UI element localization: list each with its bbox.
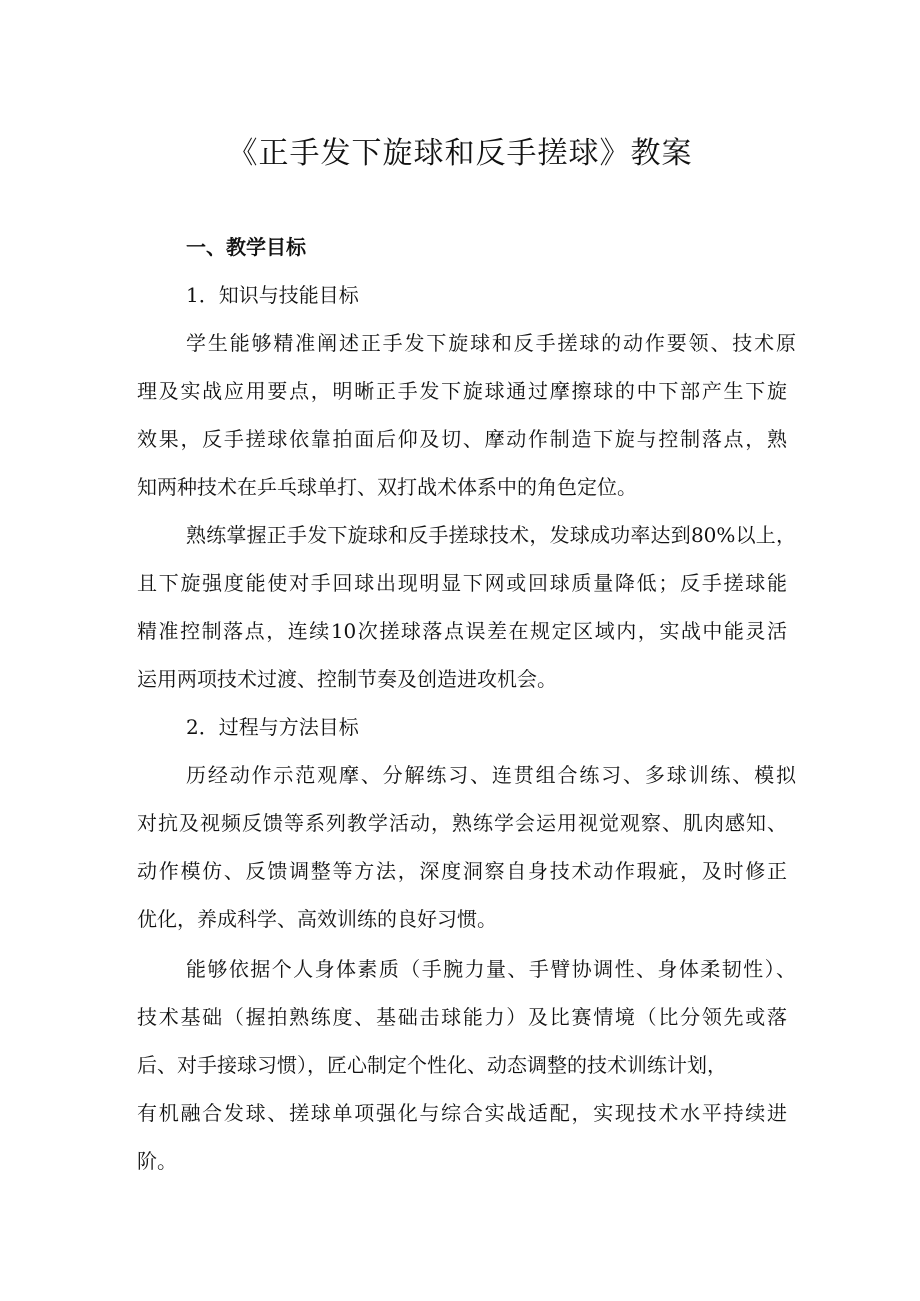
paragraph-4-line-5: 阶。	[137, 1149, 177, 1173]
paragraph-1-line-3: 效果，反手搓球依靠拍面后仰及切、摩动作制造下旋与控制落点，熟	[137, 427, 787, 451]
paragraph-3-line-3: 动作模仿、反馈调整等方法，深度洞察自身技术动作瑕疵，及时修正	[137, 859, 787, 883]
section-heading: 一、教学目标	[186, 235, 306, 259]
subsection-heading-1: 1．知识与技能目标	[186, 283, 359, 307]
paragraph-4-line-4: 有机融合发球、搓球单项强化与综合实战适配，实现技术水平持续进	[137, 1101, 787, 1125]
paragraph-4-line-3: 后、对手接球习惯），匠心制定个性化、动态调整的技术训练计划，	[137, 1053, 727, 1077]
paragraph-3-line-2: 对抗及视频反馈等系列教学活动，熟练学会运用视觉观察、肌肉感知、	[137, 811, 787, 835]
paragraph-2-line-4: 运用两项技术过渡、控制节奏及创造进攻机会。	[137, 667, 557, 691]
paragraph-3-line-1: 历经动作示范观摩、分解练习、连贯组合练习、多球训练、模拟	[186, 763, 796, 787]
paragraph-4-line-2: 技术基础（握拍熟练度、基础击球能力）及比赛情境（比分领先或落	[137, 1005, 787, 1029]
paragraph-2-line-2: 且下旋强度能使对手回球出现明显下网或回球质量降低；反手搓球能	[137, 571, 787, 595]
paragraph-1-line-4: 知两种技术在乒乓球单打、双打战术体系中的角色定位。	[137, 475, 637, 499]
paragraph-2-line-1: 熟练掌握正手发下旋球和反手搓球技术，发球成功率达到80%以上，	[186, 523, 796, 547]
subsection-heading-2: 2．过程与方法目标	[186, 715, 359, 739]
document-title: 《正手发下旋球和反手搓球》教案	[227, 136, 693, 171]
paragraph-1-line-1: 学生能够精准阐述正手发下旋球和反手搓球的动作要领、技术原	[186, 331, 796, 355]
paragraph-4-line-1: 能够依据个人身体素质（手腕力量、手臂协调性、身体柔韧性）、	[186, 957, 796, 981]
paragraph-3-line-4: 优化，养成科学、高效训练的良好习惯。	[137, 907, 497, 931]
paragraph-1-line-2: 理及实战应用要点，明晰正手发下旋球通过摩擦球的中下部产生下旋	[137, 379, 787, 403]
paragraph-2-line-3: 精准控制落点，连续10次搓球落点误差在规定区域内，实战中能灵活	[137, 619, 787, 643]
